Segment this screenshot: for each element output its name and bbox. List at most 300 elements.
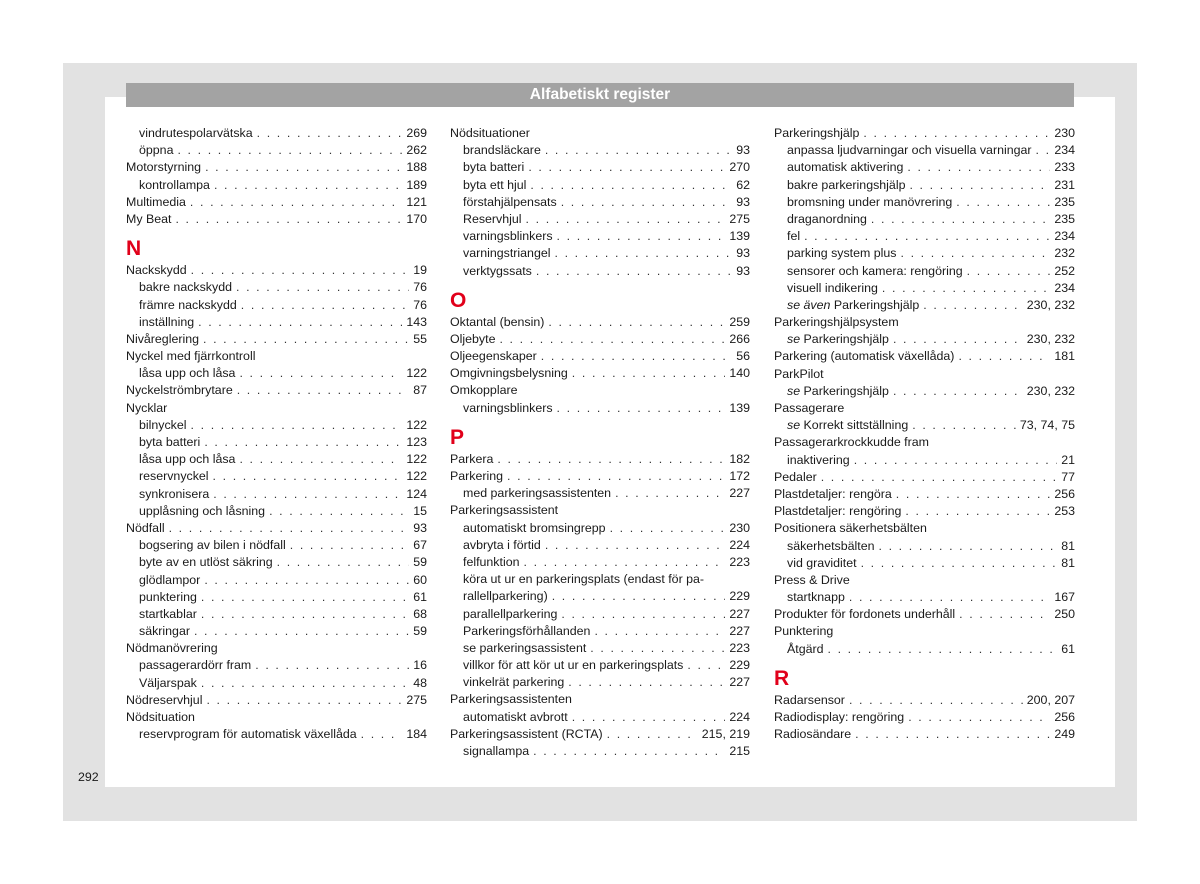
index-subentry [774, 641, 1075, 658]
dot-leader [615, 485, 725, 502]
index-entry [126, 709, 427, 726]
dot-leader [497, 451, 725, 468]
index-subentry [126, 623, 427, 640]
see-reference: se [787, 332, 801, 347]
index-entry-text: Nyckel med fjärrkontroll [126, 349, 256, 364]
index-entry-text: startkablar [139, 606, 197, 621]
index-entry-label [463, 142, 541, 159]
page-reference: 230 [729, 520, 750, 535]
index-entry-label [126, 520, 165, 537]
index-entry-label [774, 367, 824, 381]
page-reference: 249 [1054, 727, 1075, 742]
index-entry-label [139, 503, 265, 520]
page-reference: 215 [729, 744, 750, 758]
index-column-2 [450, 125, 750, 760]
dot-leader [610, 520, 726, 537]
index-entry-text: Punktering [774, 624, 834, 639]
index-entry-text: anpassa ljudvarningar och visuella varningar [787, 143, 1032, 158]
index-entry-label [139, 675, 197, 692]
index-entry-text: Parkeringshjälp [833, 297, 920, 312]
index-subentry [126, 142, 427, 159]
index-entry-label [774, 606, 955, 623]
dot-leader [855, 726, 1050, 743]
index-entry-label [463, 520, 606, 537]
page-reference: 93 [736, 143, 750, 158]
index-entry-label [787, 228, 800, 245]
index-entry-label [139, 365, 235, 382]
dot-leader [554, 245, 732, 262]
index-entry [774, 314, 1075, 331]
index-entry [126, 262, 427, 279]
dot-leader [204, 434, 402, 451]
index-entry-text: köra ut ur en parkeringsplats (endast för pa- [463, 572, 705, 587]
dot-leader [572, 709, 726, 726]
page-reference: 252 [1054, 263, 1075, 278]
dot-leader [541, 348, 732, 365]
index-entry-label [126, 710, 195, 724]
page-reference: 230, 232 [1026, 297, 1075, 312]
index-entry-text: Multimedia [126, 194, 186, 209]
index-entry-text: automatiskt bromsingrepp [463, 520, 606, 535]
index-entry-label [774, 709, 904, 726]
page-reference: 189 [406, 177, 427, 192]
index-entry-text: med parkeringsassistenten [463, 486, 612, 501]
index-entry-label [126, 382, 233, 399]
index-entry-label [463, 657, 683, 674]
dot-leader [882, 280, 1050, 297]
index-entry [126, 400, 427, 417]
index-entry-label [126, 211, 171, 228]
index-entry-label [774, 726, 851, 743]
index-entry-text: Parkera [450, 451, 494, 466]
index-entry-label [139, 279, 232, 296]
dot-leader [177, 142, 402, 159]
index-entry-label [787, 142, 1032, 159]
see-reference: se även [787, 297, 831, 312]
dot-leader [545, 537, 725, 554]
dot-leader [893, 383, 1023, 400]
index-entry-text: Nödmanövrering [126, 641, 218, 656]
index-entry-label [139, 486, 209, 503]
index-entry-text: Motorstyrning [126, 160, 202, 175]
dot-leader [568, 674, 725, 691]
index-entry-text: Pedaler [774, 469, 817, 484]
dot-leader [528, 159, 725, 176]
index-entry [126, 692, 427, 709]
index-entry-label [463, 245, 550, 262]
page-reference: 59 [413, 624, 427, 639]
index-subentry [774, 331, 1075, 348]
index-entry [774, 623, 1075, 640]
page-reference: 93 [736, 194, 750, 209]
index-entry-label [463, 211, 522, 228]
index-entry-text: avbryta i förtid [463, 537, 541, 552]
dot-leader [878, 538, 1057, 555]
index-entry-label [774, 573, 850, 587]
index-subentry [450, 159, 750, 176]
page-reference: 270 [729, 160, 750, 175]
index-entry [774, 709, 1075, 726]
index-subentry [450, 588, 750, 605]
index-entry [774, 348, 1075, 365]
dot-leader [909, 177, 1050, 194]
index-entry-text: Parkering [450, 469, 504, 483]
index-subentry [126, 657, 427, 674]
index-subentry [450, 177, 750, 194]
index-subentry [126, 451, 427, 468]
index-entry [450, 382, 750, 399]
dot-leader [523, 554, 725, 571]
index-entry-text: Nackskydd [126, 263, 187, 278]
page-reference: 170 [406, 211, 427, 226]
index-entry-text: Nödsituation [126, 710, 195, 724]
index-entry-label [450, 726, 603, 743]
index-entry-label [126, 641, 218, 655]
page-reference: 227 [729, 486, 750, 501]
index-entry-text: vinkelrät parkering [463, 675, 565, 690]
index-entry-label [139, 314, 194, 331]
index-entry-text: startknapp [787, 590, 845, 605]
index-entry [126, 211, 427, 228]
index-entry-label [139, 623, 190, 640]
index-column-3 [774, 125, 1075, 743]
index-entry-label [139, 125, 253, 142]
index-entry-label [450, 331, 495, 348]
index-subentry [774, 159, 1075, 176]
index-entry-text: bogsering av bilen i nödfall [139, 538, 286, 553]
index-entry-text: Radiodisplay: rengöring [774, 710, 905, 724]
dot-leader [205, 159, 402, 176]
index-entry-text: reservnyckel [139, 469, 209, 484]
page-reference: 215, 219 [701, 726, 750, 741]
index-entry [774, 726, 1075, 743]
index-entry [450, 691, 750, 708]
page-reference: 122 [406, 366, 427, 381]
dot-leader [590, 640, 725, 657]
index-entry-text: bakre nackskydd [139, 280, 232, 295]
page-reference: 81 [1061, 538, 1075, 553]
index-entry-label [126, 159, 201, 176]
dot-leader [361, 726, 403, 743]
dot-leader [269, 503, 409, 520]
index-entry-text: automatiskt avbrott [463, 709, 568, 724]
index-entry-text: byta batteri [139, 435, 201, 449]
index-subentry [126, 279, 427, 296]
dot-leader [687, 657, 725, 674]
index-entry-text: Press & Drive [774, 572, 850, 587]
page-reference: 224 [729, 709, 750, 724]
index-section-letter: O [450, 288, 467, 312]
index-entry-label [774, 435, 929, 449]
page-reference: 87 [413, 383, 427, 398]
index-entry-text: bakre parkeringshjälp [787, 177, 906, 192]
index-subentry [774, 452, 1075, 469]
page-reference: 223 [729, 554, 750, 569]
page-reference: 167 [1054, 590, 1075, 605]
index-entry-text: Oljebyte [450, 331, 496, 346]
page-reference: 269 [406, 126, 427, 140]
index-entry-label [139, 451, 235, 468]
dot-leader [206, 692, 402, 709]
index-entry-text: Parkeringsassistenten [450, 692, 572, 707]
index-entry-text: signallampa [463, 744, 530, 758]
index-entry-text: Oktantal (bensin) [450, 314, 545, 329]
index-subentry [126, 468, 427, 485]
page-reference: 59 [413, 555, 427, 570]
index-entry-text: bromsning under manövrering [787, 194, 953, 209]
index-entry-label [126, 401, 167, 415]
index-entry [774, 606, 1075, 623]
page-reference: 56 [736, 349, 750, 364]
index-entry [126, 331, 427, 348]
index-entry-text: Omgivningsbelysning [450, 366, 568, 381]
index-entry-label [450, 451, 493, 468]
index-entry [774, 572, 1075, 589]
index-subentry [126, 177, 427, 194]
index-entry-text: bilnyckel [139, 417, 187, 432]
index-subentry [450, 640, 750, 657]
index-entry-label [450, 383, 518, 397]
index-entry-label [139, 297, 237, 314]
page-reference: 256 [1054, 710, 1075, 724]
see-reference: se [787, 383, 801, 398]
dot-leader [236, 279, 409, 296]
dot-leader [175, 211, 402, 228]
dot-leader [257, 125, 403, 142]
dot-leader [912, 417, 1016, 434]
index-entry-label [463, 674, 564, 691]
index-subentry [774, 228, 1075, 245]
dot-leader [239, 365, 402, 382]
index-subentry [126, 537, 427, 554]
index-entry-text: Väljarspak [139, 675, 197, 690]
dot-leader [893, 331, 1023, 348]
index-entry-text: visuell indikering [787, 280, 878, 295]
page-reference: 253 [1054, 504, 1075, 519]
dot-leader [545, 142, 732, 159]
index-entry [126, 382, 427, 399]
dot-leader [896, 486, 1051, 503]
index-subentry [126, 125, 427, 142]
index-entry-text: öppna [139, 143, 174, 158]
index-entry [774, 366, 1075, 383]
page-reference: 16 [413, 658, 427, 673]
dot-leader [572, 365, 726, 382]
index-entry [126, 520, 427, 537]
page-reference: 77 [1061, 469, 1075, 484]
index-entry-label [787, 555, 857, 572]
dot-leader [169, 520, 410, 537]
page-reference: 93 [736, 246, 750, 261]
index-entry-text: Radarsensor [774, 692, 845, 707]
index-entry-text: Passagerare [774, 401, 845, 415]
index-entry-label [450, 348, 537, 365]
index-entry-label [787, 538, 874, 555]
index-entry-text: draganordning [787, 211, 867, 226]
page-reference: 232 [1054, 246, 1075, 261]
index-entry-text: låsa upp och låsa [139, 452, 236, 467]
index-entry-label [139, 468, 209, 485]
index-entry-text: byte av en utlöst säkring [139, 555, 273, 570]
index-entry-text: byta ett hjul [463, 177, 527, 192]
dot-leader [203, 331, 409, 348]
dot-leader [239, 451, 402, 468]
page-reference: 227 [729, 606, 750, 621]
page-reference: 229 [729, 658, 750, 673]
index-entry-label [787, 383, 889, 400]
index-entry-label [774, 692, 845, 709]
dot-leader [849, 589, 1050, 606]
page-reference: 123 [406, 435, 427, 449]
index-entry-text: säkringar [139, 624, 190, 639]
index-entry-label [463, 177, 526, 194]
index-entry-text: Parkeringshjälp [803, 383, 889, 398]
index-entry-label [787, 245, 897, 262]
page-reference: 182 [729, 451, 750, 466]
page-reference: 140 [729, 366, 750, 381]
dot-leader [190, 194, 402, 211]
index-entry [774, 503, 1075, 520]
index-entry-text: byta batteri [463, 160, 525, 175]
index-subentry [774, 297, 1075, 314]
index-subentry [774, 263, 1075, 280]
dot-leader [901, 245, 1051, 262]
page-reference: 275 [406, 692, 427, 707]
dot-leader [201, 589, 409, 606]
index-entry-text: villkor för att kör ut ur en parkeringsplats [463, 658, 684, 673]
index-entry-label [139, 657, 251, 674]
page-reference: 73, 74, 75 [1019, 418, 1075, 433]
index-subentry [450, 709, 750, 726]
index-entry-text: parallellparkering [463, 606, 558, 621]
index-entry-label [774, 348, 954, 365]
index-entry-text: Positionera säkerhetsbälten [774, 521, 927, 536]
index-entry-label [463, 709, 568, 726]
dot-leader [828, 641, 1058, 658]
index-entry-text: låsa upp och låsa [139, 366, 236, 381]
index-entry [774, 520, 1075, 537]
page-reference: 224 [729, 537, 750, 552]
page-reference: 227 [729, 675, 750, 690]
page-reference: 181 [1054, 349, 1075, 364]
page-number: 292 [78, 770, 99, 784]
page-reference: 19 [413, 263, 427, 278]
page-reference: 259 [729, 314, 750, 329]
index-entry-text: Nyckelströmbrytare [126, 383, 233, 398]
index-entry-text: Reservhjul [463, 211, 522, 226]
index-subentry [126, 589, 427, 606]
index-entry-text: kontrollampa [139, 177, 210, 192]
index-entry-label [787, 417, 908, 434]
dot-leader [507, 468, 725, 485]
dot-leader [214, 177, 402, 194]
dot-leader [557, 228, 726, 245]
index-entry-text: Nödsituationer [450, 126, 530, 140]
dot-leader [849, 692, 1023, 709]
index-entry-text: Oljeegenskaper [450, 349, 537, 364]
index-subentry [450, 263, 750, 280]
index-entry-text: ParkPilot [774, 366, 824, 381]
page-reference: 184 [406, 727, 427, 742]
index-subentry [450, 142, 750, 159]
dot-leader [861, 555, 1058, 572]
index-entry-label [450, 314, 544, 331]
index-entry-label [450, 468, 503, 485]
index-entry-text: Nivåreglering [126, 331, 200, 346]
index-subentry [450, 674, 750, 691]
index-entry-text: Nödreservhjul [126, 692, 203, 707]
index-subentry [450, 485, 750, 502]
page-reference: 230 [1054, 126, 1075, 140]
index-entry-text: förstahjälpensats [463, 194, 557, 209]
dot-leader [191, 262, 410, 279]
page-reference: 68 [413, 606, 427, 621]
index-entry [774, 434, 1075, 451]
page-reference: 230, 232 [1026, 383, 1075, 398]
index-entry-label [450, 692, 572, 706]
page-reference: 122 [406, 452, 427, 467]
index-entry [450, 348, 750, 365]
index-entry-text: Parkeringshjälp [774, 126, 860, 140]
index-entry-label [463, 640, 586, 657]
dot-leader [804, 228, 1050, 245]
dot-leader [923, 297, 1023, 314]
index-entry-text: Produkter för fordonets underhåll [774, 607, 956, 622]
index-entry-label [774, 401, 844, 415]
index-subentry [774, 383, 1075, 400]
index-entry-label [787, 263, 963, 280]
index-entry-text: inställning [139, 314, 195, 329]
index-entry-label [463, 194, 557, 211]
index-entry-label [463, 623, 590, 640]
dot-leader [198, 314, 402, 331]
see-reference: se [787, 418, 801, 433]
index-entry-label [139, 417, 187, 434]
page-reference: 231 [1054, 177, 1075, 192]
index-entry-label [463, 743, 529, 760]
dot-leader [213, 486, 402, 503]
page-reference: 188 [406, 160, 427, 175]
index-entry-text: Korrekt sittställning [803, 418, 909, 433]
page-reference: 223 [729, 640, 750, 655]
index-entry-label [139, 554, 273, 571]
index-entry-text: varningsblinkers [463, 400, 553, 415]
index-subentry [126, 726, 427, 743]
index-subentry [450, 606, 750, 623]
dot-leader [863, 125, 1050, 142]
index-entry-label [787, 331, 889, 348]
index-entry-text: parking system plus [787, 246, 897, 261]
dot-leader [277, 554, 410, 571]
index-entry-text: säkerhetsbälten [787, 538, 875, 553]
page-reference: 262 [406, 143, 427, 158]
page-reference: 235 [1054, 194, 1075, 209]
page-reference: 55 [413, 331, 427, 346]
index-subentry [126, 572, 427, 589]
index-entry-label [126, 349, 255, 363]
index-entry [450, 365, 750, 382]
index-entry [450, 125, 750, 142]
dot-leader [905, 503, 1050, 520]
dot-leader [530, 177, 732, 194]
page-reference: 235 [1054, 211, 1075, 226]
dot-leader [958, 348, 1050, 365]
index-entry-label [463, 537, 541, 554]
page-reference: 61 [1061, 641, 1075, 656]
page-reference: 139 [729, 400, 750, 415]
index-entry-text: Omkopplare [450, 383, 518, 398]
dot-leader [907, 159, 1050, 176]
